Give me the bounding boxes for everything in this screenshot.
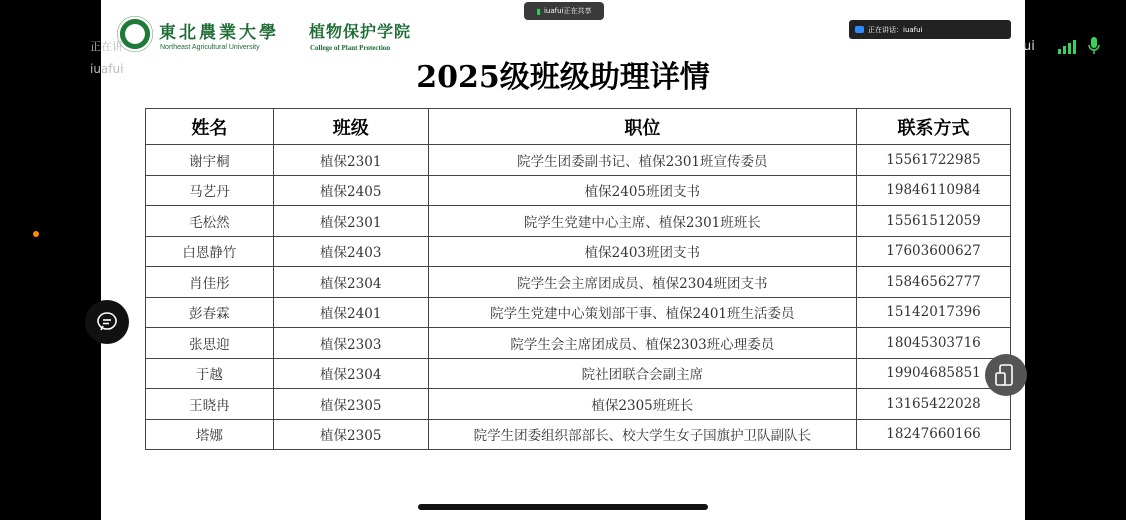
cell-contact: 15561722985: [857, 145, 1011, 176]
cell-position: 院学生会主席团成员、植保2304班团支书: [428, 267, 856, 298]
cell-class: 植保2304: [273, 358, 428, 389]
college-name-cn: 植物保护学院: [309, 22, 412, 41]
chat-button[interactable]: [85, 300, 129, 344]
share-signal-icon: ▮: [536, 6, 541, 16]
table-header-row: [146, 109, 1011, 145]
cell-contact: 15846562777: [857, 267, 1011, 298]
table-row: [146, 297, 1011, 328]
cell-class: 植保2301: [273, 206, 428, 237]
table-row: [146, 328, 1011, 359]
cell-position: 院学生团委副书记、植保2301班宣传委员: [428, 145, 856, 176]
cell-class: 植保2403: [273, 236, 428, 267]
cell-name: 张思迎: [146, 328, 274, 359]
cell-name: 白恩静竹: [146, 236, 274, 267]
chat-bubble-icon: [96, 311, 118, 333]
cell-name: 毛松然: [146, 206, 274, 237]
cell-position: 植保2403班团支书: [428, 236, 856, 267]
cell-name: 彭春霖: [146, 297, 274, 328]
header-name: 姓名: [146, 109, 274, 145]
cell-name: 塔娜: [146, 419, 274, 450]
left-status-text: 正在讲: [90, 40, 123, 53]
microphone-icon[interactable]: [1086, 36, 1102, 56]
cell-contact: 15142017396: [857, 297, 1011, 328]
cell-position: 院学生会主席团成员、植保2303班心理委员: [428, 328, 856, 359]
cell-class: 植保2305: [273, 419, 428, 450]
table-body: [146, 145, 1011, 450]
cell-position: 院学生党建中心策划部干事、植保2401班生活委员: [428, 297, 856, 328]
cell-class: 植保2301: [273, 145, 428, 176]
cell-name: 肖佳彤: [146, 267, 274, 298]
college-name-en: College of Plant Protection: [310, 44, 391, 52]
cell-name: 于越: [146, 358, 274, 389]
table-row: [146, 206, 1011, 237]
cell-contact: 17603600627: [857, 236, 1011, 267]
header-class: 班级: [273, 109, 428, 145]
table-row: [146, 419, 1011, 450]
cell-contact: 15561512059: [857, 206, 1011, 237]
cell-position: 院学生党建中心主席、植保2301班班长: [428, 206, 856, 237]
shared-slide: [101, 0, 1025, 520]
right-user-name: ui: [1023, 39, 1035, 54]
speaking-indicator: [849, 20, 1011, 39]
home-indicator[interactable]: [418, 504, 708, 510]
left-user-name: iuafui: [90, 62, 124, 76]
cell-name: 马艺丹: [146, 175, 274, 206]
cell-class: 植保2305: [273, 389, 428, 420]
table-row: [146, 358, 1011, 389]
cell-class: 植保2405: [273, 175, 428, 206]
university-name-cn: 東北農業大學: [159, 23, 279, 43]
phone-screen-icon: [995, 363, 1017, 387]
assistant-table: [145, 108, 1011, 450]
camera-icon: [855, 26, 864, 33]
cell-position: 院学生团委组织部部长、校大学生女子国旗护卫队副队长: [428, 419, 856, 450]
cell-contact: 19904685851: [857, 358, 1011, 389]
cell-position: 植保2305班班长: [428, 389, 856, 420]
table-row: [146, 175, 1011, 206]
header-position: 职位: [428, 109, 856, 145]
cell-position: 院社团联合会副主席: [428, 358, 856, 389]
cell-contact: 18045303716: [857, 328, 1011, 359]
header-contact: 联系方式: [857, 109, 1011, 145]
cell-class: 植保2303: [273, 328, 428, 359]
cell-contact: 18247660166: [857, 419, 1011, 450]
signal-bars-icon: [1058, 38, 1076, 54]
cell-contact: 13165422028: [857, 389, 1011, 420]
speaking-text: 正在讲话：iuafui: [868, 25, 923, 34]
table-row: [146, 267, 1011, 298]
cell-contact: 19846110984: [857, 175, 1011, 206]
floating-window-button[interactable]: [985, 354, 1027, 396]
cell-name: 谢宇桐: [146, 145, 274, 176]
table-row: [146, 145, 1011, 176]
cell-class: 植保2304: [273, 267, 428, 298]
table-row: [146, 236, 1011, 267]
university-name-en: Northeast Agricultural University: [160, 44, 260, 51]
share-status-text: iuafui正在共享: [543, 7, 592, 15]
slide-title: 2025级班级助理详情: [416, 60, 710, 95]
recording-indicator: [33, 231, 39, 237]
cell-position: 植保2405班团支书: [428, 175, 856, 206]
cell-name: 王晓冉: [146, 389, 274, 420]
table-row: [146, 389, 1011, 420]
cell-class: 植保2401: [273, 297, 428, 328]
share-status-pill[interactable]: [524, 2, 604, 20]
